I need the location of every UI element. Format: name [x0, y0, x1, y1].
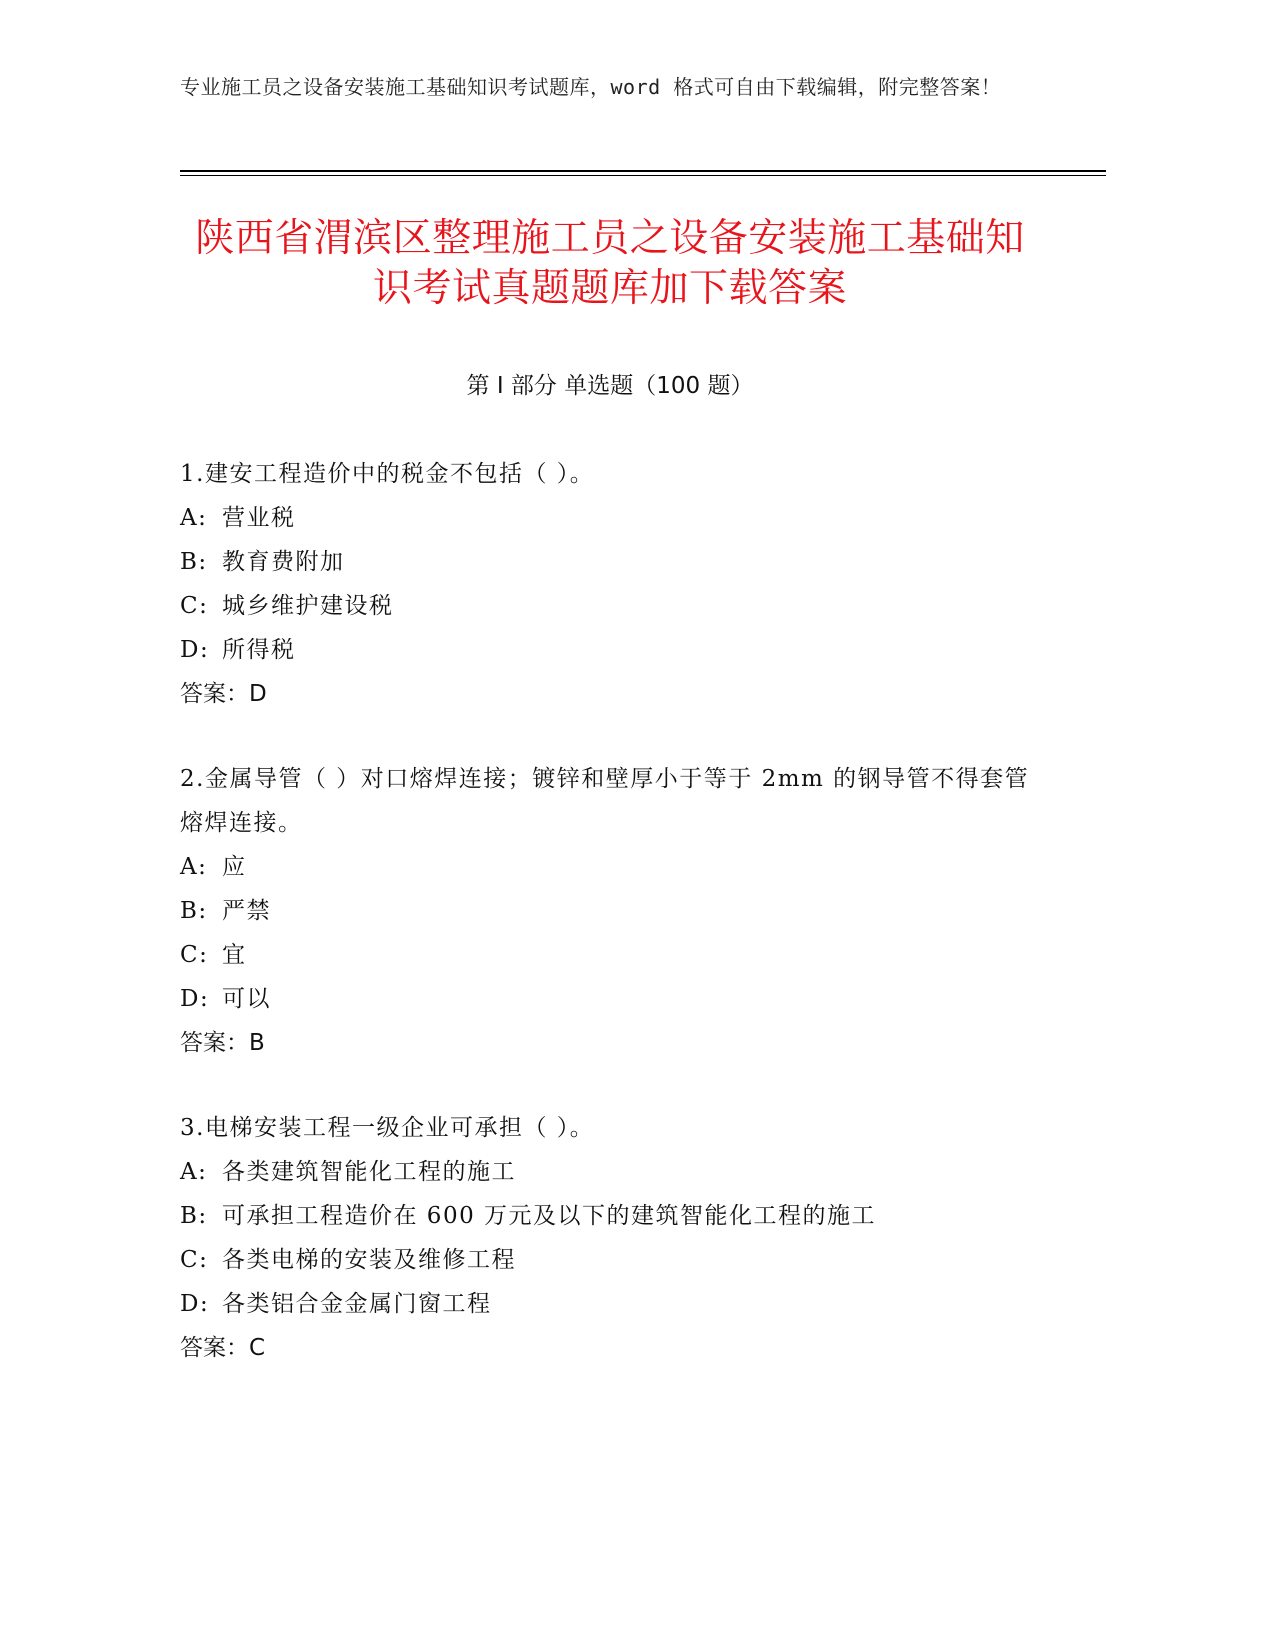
option-key: C:: [180, 942, 209, 968]
answer-value: C: [249, 1335, 266, 1361]
option-text: 可以: [222, 986, 271, 1012]
option-key: C:: [180, 593, 209, 619]
answer-value: B: [249, 1030, 265, 1056]
option-key: B:: [180, 1203, 208, 1229]
question-3: [180, 1106, 1040, 1370]
option-a: [180, 845, 1040, 889]
question-stem: 3.电梯安装工程一级企业可承担（ ）。: [180, 1115, 595, 1141]
answer-line: [180, 1326, 1040, 1370]
answer-line: [180, 1021, 1040, 1065]
option-b: [180, 1194, 1040, 1238]
question-2: [180, 757, 1040, 1065]
section-heading: 第 I 部分 单选题（100 题）: [466, 373, 754, 399]
option-key: B:: [180, 898, 208, 924]
option-c: [180, 584, 1040, 628]
answer-line: [180, 672, 1040, 716]
question-stem: 2.金属导管（ ）对口熔焊连接；镀锌和壁厚小于等于 2mm 的钢导管不得套管熔焊连接。: [180, 766, 1030, 836]
option-text: 各类电梯的安装及维修工程: [222, 1247, 516, 1273]
option-a: [180, 496, 1040, 540]
answer-label: 答案：: [180, 1030, 249, 1056]
option-c: [180, 1238, 1040, 1282]
option-text: 营业税: [222, 505, 296, 531]
header-note: 专业施工员之设备安装施工基础知识考试题库，word 格式可自由下载编辑，附完整答案！: [180, 75, 1002, 99]
option-key: A:: [180, 854, 208, 880]
option-b: [180, 889, 1040, 933]
question-1: [180, 452, 1040, 716]
option-key: A:: [180, 505, 208, 531]
option-d: [180, 977, 1040, 1021]
option-text: 教育费附加: [222, 549, 345, 575]
option-text: 各类铝合金金属门窗工程: [222, 1291, 492, 1317]
answer-value: D: [249, 681, 267, 707]
option-text: 所得税: [222, 637, 296, 663]
option-d: [180, 1282, 1040, 1326]
answer-label: 答案：: [180, 681, 249, 707]
document-title: 陕西省渭滨区整理施工员之设备安装施工基础知识考试真题题库加下载答案: [195, 216, 1025, 311]
option-key: D:: [180, 986, 210, 1012]
option-key: D:: [180, 1291, 210, 1317]
option-text: 宜: [222, 942, 247, 968]
option-text: 应: [222, 854, 247, 880]
option-text: 可承担工程造价在 600 万元及以下的建筑智能化工程的施工: [222, 1203, 877, 1229]
option-key: C:: [180, 1247, 209, 1273]
option-key: A:: [180, 1159, 208, 1185]
option-key: D:: [180, 637, 210, 663]
option-a: [180, 1150, 1040, 1194]
option-key: B:: [180, 549, 208, 575]
question-stem: 1.建安工程造价中的税金不包括（ ）。: [180, 461, 595, 487]
option-text: 各类建筑智能化工程的施工: [222, 1159, 516, 1185]
option-b: [180, 540, 1040, 584]
option-text: 城乡维护建设税: [222, 593, 394, 619]
option-d: [180, 628, 1040, 672]
option-text: 严禁: [222, 898, 271, 924]
answer-label: 答案：: [180, 1335, 249, 1361]
option-c: [180, 933, 1040, 977]
header-rule-thin: [180, 175, 1106, 176]
header-rule-thick: [180, 170, 1106, 172]
